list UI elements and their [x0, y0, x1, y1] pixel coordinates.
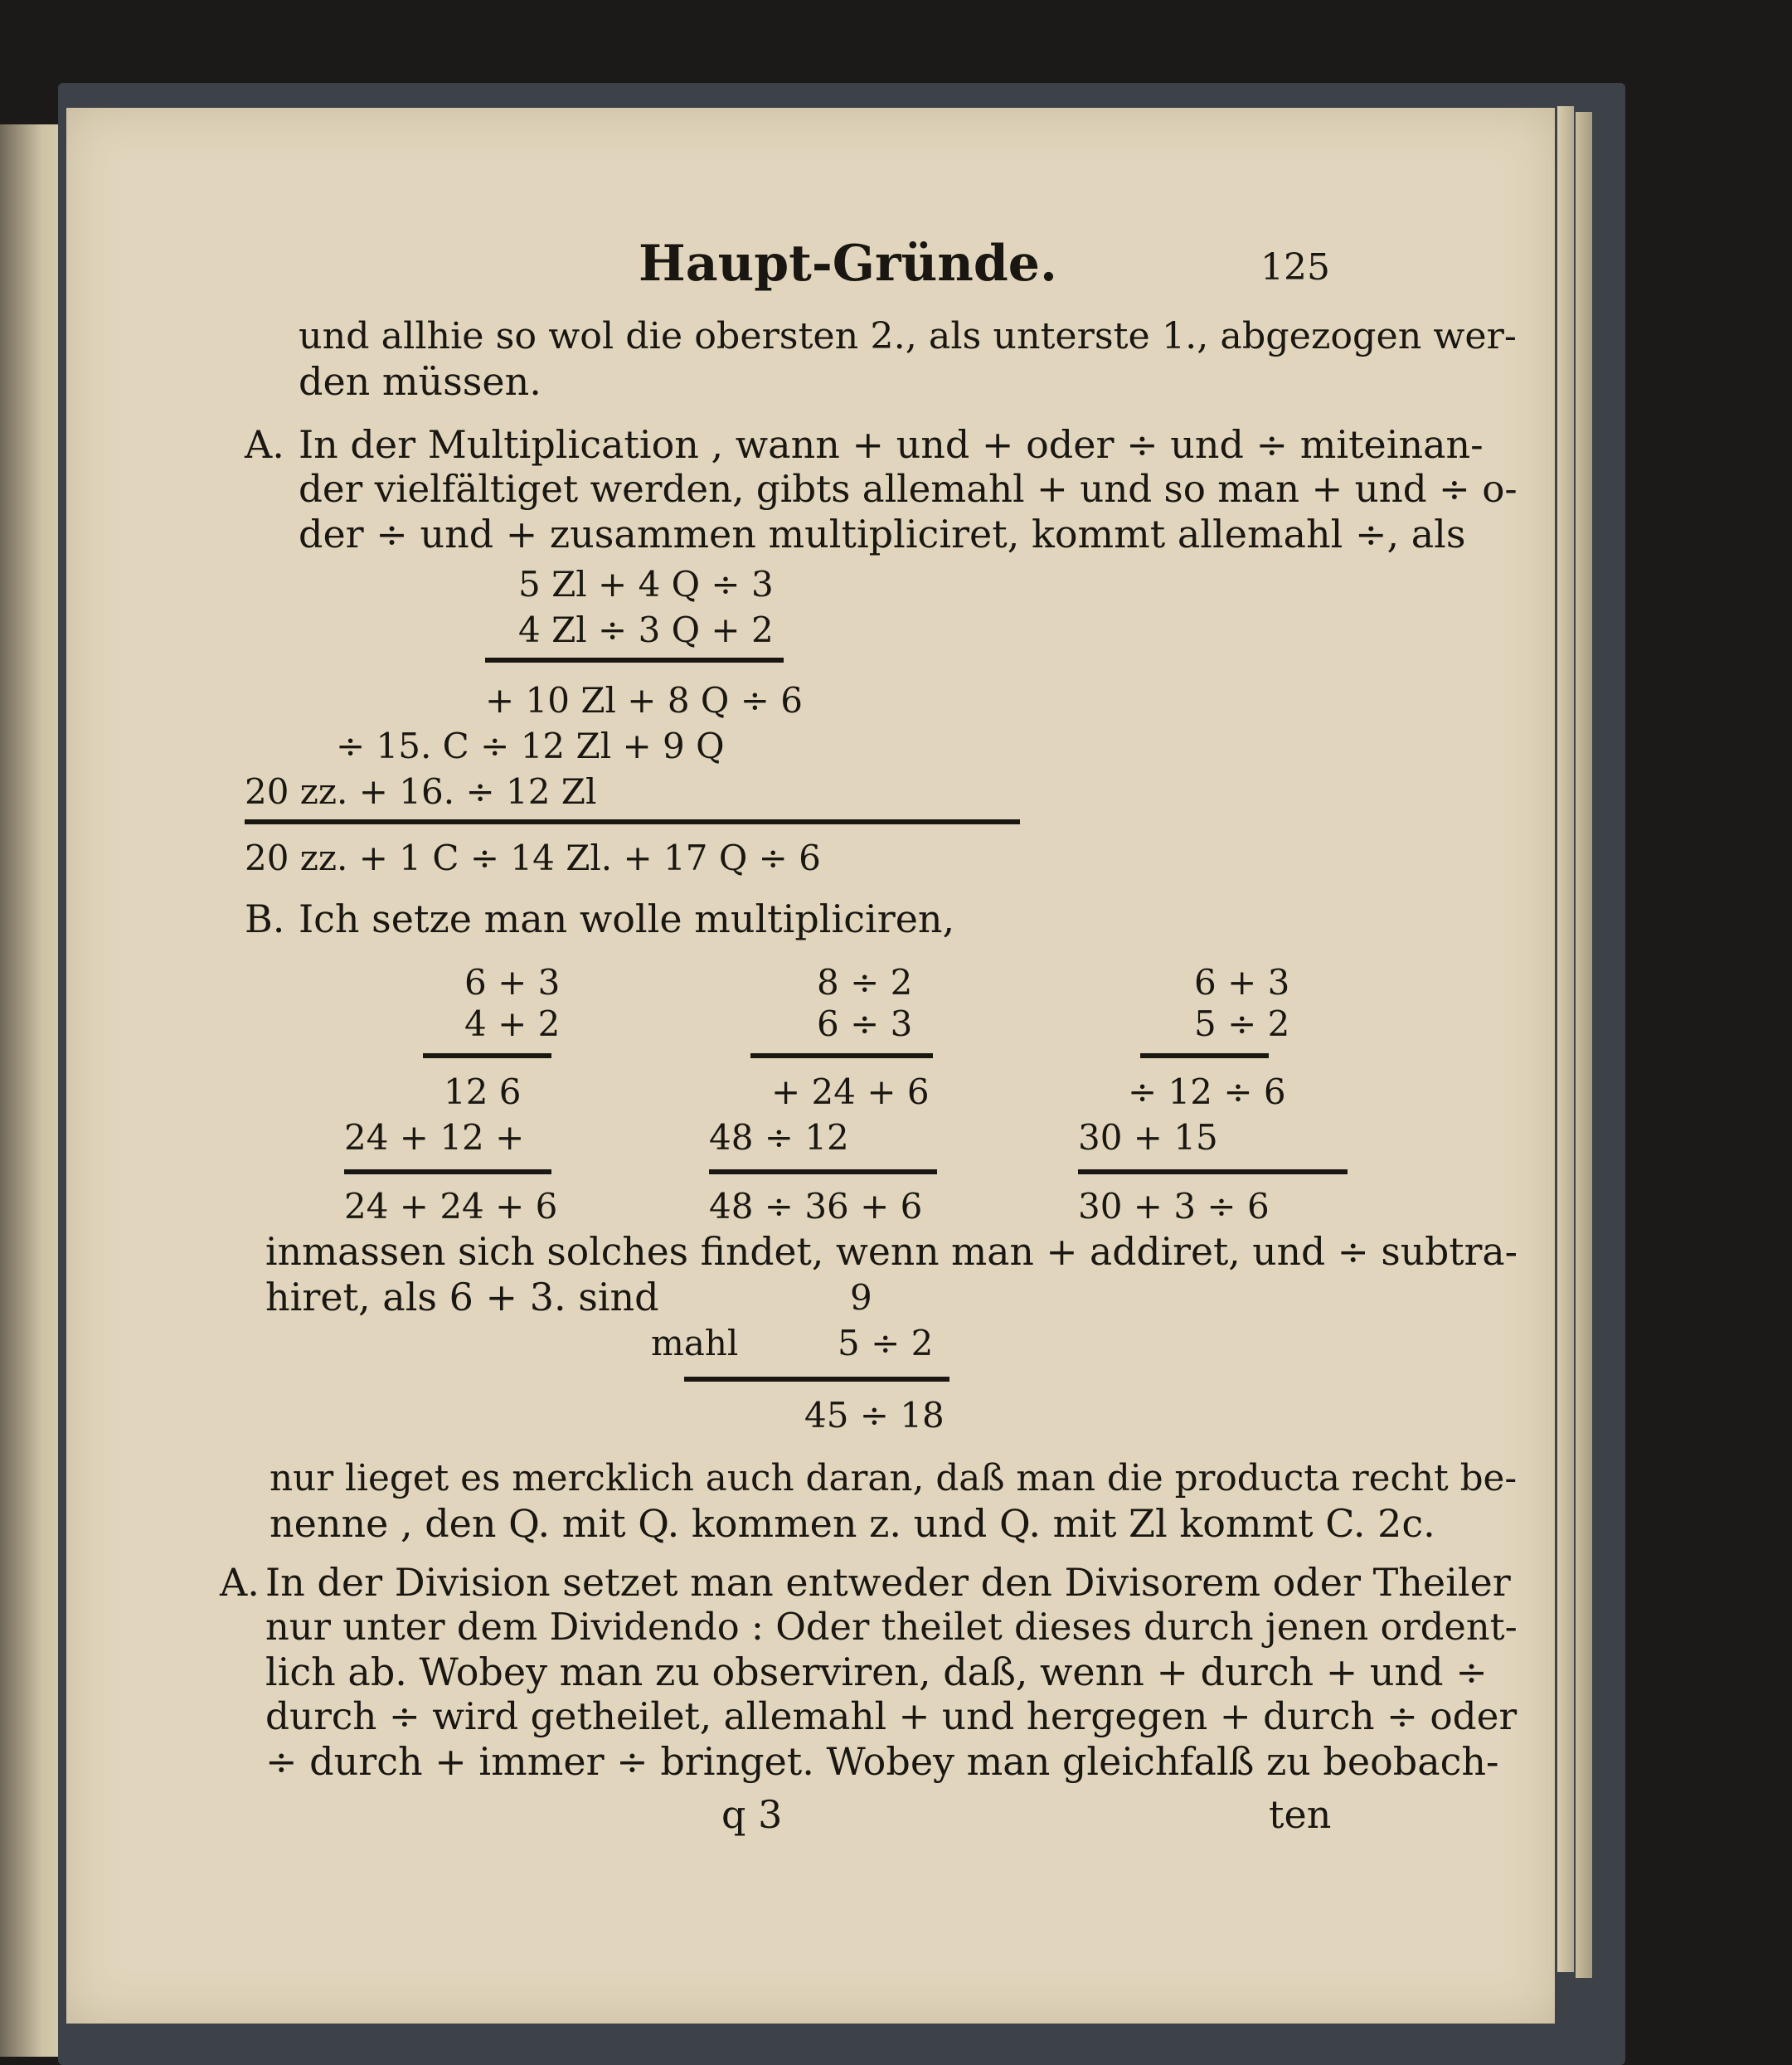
- calc-row: 6 + 3: [464, 962, 561, 1003]
- calc-row: 4 + 2: [464, 1003, 561, 1044]
- signature-mark: q 3: [721, 1792, 783, 1837]
- calc-row: 30 + 15: [1078, 1117, 1218, 1158]
- calc-result: 24 + 24 + 6: [344, 1186, 558, 1227]
- calc-rule: [423, 1053, 551, 1058]
- calc-row: ÷ 15. C ÷ 12 Zl + 9 Q: [336, 726, 725, 766]
- text-line: In der Multiplication , wann + und + oder ÷ und ÷ miteinan-: [299, 422, 1484, 467]
- text-line: der vielfältiget werden, gibts allemahl + und so man + und ÷ o-: [299, 467, 1518, 511]
- calc-row: ÷ 12 ÷ 6: [1128, 1071, 1286, 1112]
- text-line: den müssen.: [299, 359, 541, 404]
- calc-row: 9: [850, 1277, 872, 1318]
- section-marker: B.: [245, 896, 285, 941]
- calc-rule: [245, 819, 1020, 824]
- calc-row: 5 Zl + 4 Q ÷ 3: [518, 564, 774, 605]
- calc-result: 45 ÷ 18: [804, 1395, 945, 1436]
- text-line: durch ÷ wird getheilet, allemahl + und hergegen + durch ÷ oder: [265, 1694, 1518, 1738]
- calc-label: mahl: [651, 1323, 739, 1363]
- calc-row: + 10 Zl + 8 Q ÷ 6: [485, 680, 803, 721]
- calc-rule: [750, 1053, 933, 1058]
- calc-row: 5 ÷ 2: [1194, 1003, 1290, 1044]
- calc-rule: [485, 658, 784, 663]
- calc-rule: [1140, 1053, 1269, 1058]
- section-marker: A.: [245, 422, 284, 467]
- calc-row: 5 ÷ 2: [838, 1323, 934, 1363]
- book-page: [66, 108, 1555, 2024]
- text-line: nur lieget es mercklich auch daran, daß man die producta recht be-: [270, 1457, 1518, 1499]
- page-number: 125: [1260, 246, 1330, 289]
- text-line: Ich setze man wolle multipliciren,: [299, 896, 955, 941]
- text-line: inmassen sich solches findet, wenn man + addiret, und ÷ subtra-: [265, 1230, 1518, 1274]
- text-line: In der Division setzet man entweder den Divisorem oder Theiler: [265, 1560, 1511, 1605]
- calc-result: 30 + 3 ÷ 6: [1078, 1186, 1270, 1227]
- catchword: ten: [1269, 1792, 1332, 1837]
- calc-row: 12 6: [444, 1071, 522, 1112]
- text-line: ÷ durch + immer ÷ bringet. Wobey man gleichfalß zu beobach-: [265, 1739, 1499, 1784]
- text-line: nur unter dem Dividendo : Oder theilet dieses durch jenen ordent-: [265, 1605, 1518, 1649]
- text-line: lich ab. Wobey man zu observiren, daß, wenn + durch + und ÷: [265, 1650, 1488, 1694]
- calc-row: 6 + 3: [1194, 962, 1290, 1003]
- page-stack-edge: [1576, 112, 1592, 1978]
- calc-rule: [684, 1377, 949, 1382]
- calc-rule: [1078, 1169, 1348, 1174]
- calc-row: 48 ÷ 12: [709, 1117, 849, 1158]
- calc-result: 48 ÷ 36 + 6: [709, 1186, 923, 1227]
- text-line: der ÷ und + zusammen multipliciret, kommt allemahl ÷, als: [299, 512, 1466, 556]
- page-stack-edge: [1557, 106, 1574, 1972]
- calc-result: 20 zz. + 1 C ÷ 14 Zl. + 17 Q ÷ 6: [245, 838, 821, 878]
- calc-rule: [709, 1169, 937, 1174]
- text-line: nenne , den Q. mit Q. kommen z. und Q. mit Zl kommt C. 2c.: [270, 1501, 1435, 1546]
- calc-row: + 24 + 6: [771, 1071, 930, 1112]
- calc-row: 6 ÷ 3: [817, 1003, 913, 1044]
- text-line: hiret, als 6 + 3. sind: [265, 1275, 659, 1319]
- calc-row: 20 zz. + 16. ÷ 12 Zl: [245, 771, 597, 812]
- text-line: und allhie so wol die obersten 2., als unterste 1., abgezogen wer-: [299, 315, 1517, 357]
- calc-row: 4 Zl ÷ 3 Q + 2: [518, 610, 774, 650]
- calc-rule: [344, 1169, 551, 1174]
- running-title: Haupt-Gründe.: [639, 235, 1057, 293]
- calc-row: 8 ÷ 2: [817, 962, 913, 1003]
- calc-row: 24 + 12 +: [344, 1117, 525, 1158]
- section-marker: A.: [220, 1560, 260, 1605]
